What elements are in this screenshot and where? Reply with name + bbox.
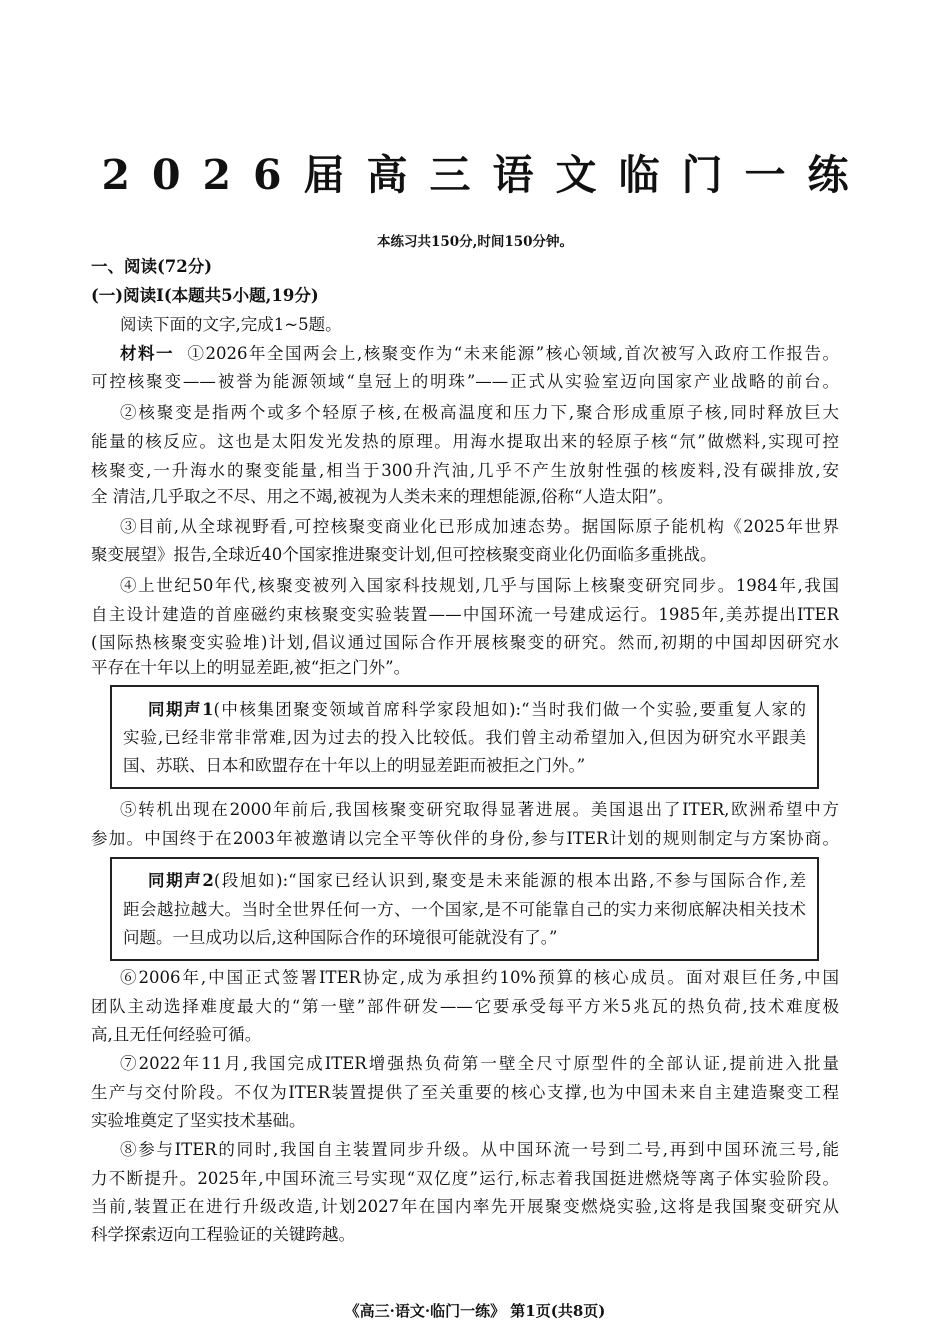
page-title: 2026届高三语文临门一练 bbox=[101, 151, 871, 199]
paragraph-line: 能量的核反应。这也是太阳发光发热的原理。用海水提取出来的轻原子核“氘”做燃料,实现可控 bbox=[91, 432, 839, 451]
paragraph-line: 聚变展望》报告,全球近40个国家推进聚变计划,但可控核聚变商业化仍面临多重挑战。 bbox=[91, 545, 717, 564]
paragraph-line: ⑧参与ITER的同时,我国自主装置同步升级。从中国环流一号到二号,再到中国环流三号,能 bbox=[120, 1140, 839, 1159]
quote-line: 同期声2(段旭如):“国家已经认识到,聚变是未来能源的根本出路,不参与国际合作,差 bbox=[148, 871, 806, 890]
paragraph-line: 自主设计建造的首座磁约束核聚变实验装置——中国环流一号建成运行。1985年,美苏提出ITER bbox=[91, 605, 839, 624]
page-footer: 《高三·语文·临门一练》 第1页(共8页) bbox=[344, 1302, 606, 1320]
paragraph-line: ④上世纪50年代,核聚变被列入国家科技规划,几乎与国际上核聚变研究同步。1984年,我国 bbox=[120, 576, 839, 595]
paragraph-line: 力不断提升。2025年,中国环流三号实现“双亿度”运行,标志着我国挺进燃烧等离子体实验阶段。 bbox=[91, 1169, 839, 1188]
paragraph-line: 实验堆奠定了坚实技术基础。 bbox=[91, 1111, 306, 1130]
quote-line: 国、苏联、日本和欧盟存在十年以上的明显差距而被拒之门外。” bbox=[123, 756, 586, 775]
quote-label: 同期声1 bbox=[148, 700, 214, 719]
paragraph-line: ③目前,从全球视野看,可控核聚变商业化已形成加速态势。据国际原子能机构《2025年世界 bbox=[120, 517, 839, 536]
quote-line: 同期声1(中核集团聚变领域首席科学家段旭如):“当时我们做一个实验,要重复人家的 bbox=[148, 700, 806, 719]
quote-line: 实验,已经非常非常难,因为过去的投入比较低。我们曾主动希望加入,但因为研究水平跟美 bbox=[123, 728, 806, 747]
paragraph-line: 当前,装置正在进行升级改造,计划2027年在国内率先开展聚变燃烧实验,这将是我国聚变研究从 bbox=[91, 1197, 839, 1216]
paragraph-line: 生产与交付阶段。不仅为ITER装置提供了至关重要的核心支撑,也为中国未来自主建造聚变工程 bbox=[91, 1083, 839, 1102]
paragraph-line: ②核聚变是指两个或多个轻原子核,在极高温度和压力下,聚合形成重原子核,同时释放巨大 bbox=[120, 403, 839, 422]
paragraph-line: (国际热核聚变实验堆)计划,倡议通过国际合作开展核聚变的研究。然而,初期的中国却因研究水 bbox=[91, 633, 839, 652]
paragraph-line: ⑤转机出现在2000年前后,我国核聚变研究取得显著进展。美国退出了ITER,欧洲希望中方 bbox=[120, 800, 839, 819]
quote-box-2 bbox=[110, 857, 819, 961]
section-heading: 一、阅读(72分) bbox=[91, 257, 213, 276]
paragraph-line: 核聚变,一升海水的聚变能量,相当于300升汽油,几乎不产生放射性强的核废料,没有碳排放,安 bbox=[91, 461, 839, 480]
subsection-heading: (一)阅读Ⅰ(本题共5小题,19分) bbox=[91, 286, 319, 305]
paragraph-line: 全 清洁,几乎取之不尽、用之不竭,被视为人类未来的理想能源,俗称“人造太阳”。 bbox=[91, 487, 674, 506]
paragraph-line: 高,且无任何经验可循。 bbox=[91, 1025, 262, 1044]
paragraph-line: 可控核聚变——被誉为能源领域“皇冠上的明珠”——正式从实验室迈向国家产业战略的前台。 bbox=[91, 372, 839, 391]
paragraph-line: 团队主动选择难度最大的“第一壁”部件研发——它要承受每平方米5兆瓦的热负荷,技术难度极 bbox=[91, 997, 839, 1016]
instruction-text: 阅读下面的文字,完成1~5题。 bbox=[120, 315, 342, 334]
paragraph-line: 科学探索迈向工程验证的关键跨越。 bbox=[91, 1225, 355, 1244]
paragraph-line: ⑦2022年11月,我国完成ITER增强热负荷第一壁全尺寸原型件的全部认证,提前进入批量 bbox=[120, 1054, 839, 1073]
quote-box-1 bbox=[110, 685, 819, 789]
paragraph-line: ⑥2006年,中国正式签署ITER协定,成为承担约10%预算的核心成员。面对艰巨任务,中国 bbox=[120, 968, 839, 987]
paragraph-line: 平存在十年以上的明显差距,被“拒之门外”。 bbox=[91, 658, 411, 677]
quote-line: 距会越拉越大。当时全世界任何一方、一个国家,是不可能靠自己的实力来彻底解决相关技术 bbox=[123, 900, 806, 919]
quote-label: 同期声2 bbox=[148, 871, 214, 890]
paragraph-line: 参加。中国终于在2003年被邀请以完全平等伙伴的身份,参与ITER计划的规则制定与方案协商。 bbox=[91, 829, 839, 848]
paragraph-line: 材料一 ①2026年全国两会上,核聚变作为“未来能源”核心领域,首次被写入政府工作报告。 bbox=[120, 344, 839, 363]
quote-line: 问题。一旦成功以后,这种国际合作的环境很可能就没有了。” bbox=[123, 928, 558, 947]
material-label: 材料一 bbox=[120, 344, 175, 363]
exam-info: 本练习共150分,时间150分钟。 bbox=[376, 234, 574, 250]
